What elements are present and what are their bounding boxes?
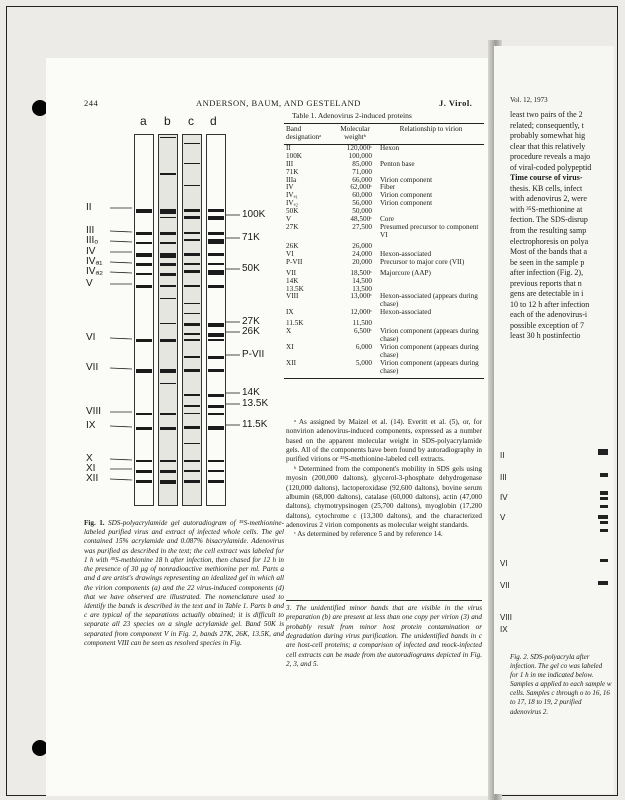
band-designation: IVₐ₁ <box>286 191 299 200</box>
text-line: after infection (Fig. 2), <box>510 268 584 278</box>
right-header: Vol. 12, 1973 <box>510 96 548 104</box>
left-band-label: IX <box>86 420 96 431</box>
molecular-weight: 27,500 <box>352 223 372 232</box>
text-line: clear that this relatively <box>510 141 586 151</box>
band-designation: IVₐ₂ <box>286 199 299 208</box>
table-row <box>284 267 484 278</box>
relationship: Virion component <box>380 199 433 208</box>
molecular-weight: 66,000 <box>352 175 372 184</box>
left-leader-line <box>110 459 132 460</box>
fig2-band <box>598 515 608 519</box>
band-designation: XII <box>286 358 296 367</box>
text-line: possible exception of 7 <box>510 320 584 330</box>
relationship: Penton base <box>380 159 415 168</box>
table-1-grid <box>284 123 484 376</box>
relationship: Hexon-associated <box>380 249 432 258</box>
molecular-weight: 50,000 <box>352 207 372 216</box>
relationship: Virion component (appears during chase) <box>380 342 479 359</box>
band-designation: 71K <box>286 167 299 176</box>
relationship: Precursor to major core (VII) <box>380 257 465 266</box>
molecular-weight: 14,500 <box>352 276 372 285</box>
left-leader-line <box>110 272 132 273</box>
text-line: least two pairs of the 2 <box>510 110 583 119</box>
fig2-band-label: VII <box>500 581 510 590</box>
fig2-band-label: VI <box>500 559 508 568</box>
left-leader-line <box>110 338 132 339</box>
table-row <box>284 293 484 309</box>
text-line: with ³⁵S-methionine at <box>510 204 583 214</box>
band-designation: 26K <box>286 241 299 250</box>
fig2-caption: Fig. 2. SDS-polyacryla after infection. The gel co was labeled for 1 h in me indicated below. Samples a applied to each sample w cells. Samples c through o to 16, 16 to 17, 18 to 19, 2 purified adenovirus 2. <box>510 653 612 716</box>
right-band-label: 100K <box>242 209 266 220</box>
fig2-gel-bands <box>500 401 608 639</box>
table-row <box>284 200 484 208</box>
text-line: probably somewhat hig <box>510 131 586 141</box>
left-band-label: V <box>86 278 93 289</box>
left-band-label: III <box>86 225 95 236</box>
table-row <box>284 224 484 240</box>
relationship: Majorcore (AAP) <box>380 268 431 277</box>
fig2-band <box>600 497 608 500</box>
right-band-label: 27K <box>242 316 260 327</box>
fig2-band-label: VIII <box>500 613 513 622</box>
band-designation: 100K <box>286 151 302 160</box>
molecular-weight: 13,500 <box>352 284 372 293</box>
table-row <box>284 259 484 267</box>
right-page <box>494 46 614 794</box>
left-band-label: XI <box>86 463 96 474</box>
left-leader-line <box>110 368 132 369</box>
fig2-band <box>600 529 608 532</box>
table-footnote: ᶜ As determined by reference 5 and by reference 14. <box>294 530 443 539</box>
table-footnote: ᵇ Determined from the component's mobility in SDS gels using myosin (200,000 daltons), glycerol-3-phosphate dehydrogenase (120,000 daltons), lactoperoxidase (92,600 daltons), bovine serum albumin (68,000 daltons), catalase (60,000 daltons), actin (47,000 daltons), chymotrypsinogen (25,700 daltons), myoglobin (17,200 daltons), cytochrome c (13,300 daltons), and the characterized adenovirus 2 virion components as molecular weight standards. <box>286 464 482 529</box>
table-row <box>284 360 484 376</box>
fig2-band-label: II <box>500 451 505 460</box>
molecular-weight: 100,000 <box>348 151 372 160</box>
relationship: Virion component (appears during chase) <box>380 358 479 375</box>
text-line: Most of the bands that a <box>510 247 588 257</box>
fig2-band-label: IV <box>500 493 508 502</box>
right-band-label: 13.5K <box>242 398 269 409</box>
text-line: be seen in the sample p <box>510 257 585 267</box>
fig2-gel <box>500 401 608 639</box>
left-band-label: II <box>86 202 92 213</box>
relationship: Virion component (appears during chase) <box>380 327 479 344</box>
text-line: least 30 h postinfectio <box>510 331 581 341</box>
figure-1-caption-continued: 3. The unidentified minor bands that are visible in the virus preparation (b) are present at less than one copy per virion (3) and probably result from minor host protein contamination or degradation during virus purification. The unidentified bands in c are host-cell proteins; a comparison of infected and mock-infected cell extracts can be made from the autoradiograms depicted in Fig. 2, 3, and 5. <box>286 604 482 669</box>
band-designation: V <box>286 215 292 224</box>
molecular-weight: 60,000 <box>352 191 372 200</box>
molecular-weight: 6,500ᶜ <box>353 327 372 336</box>
text-line: from the resulting samp <box>510 226 587 236</box>
molecular-weight: 56,000 <box>352 199 372 208</box>
page-number: 244 <box>84 98 99 108</box>
molecular-weight: 11,500 <box>352 319 372 328</box>
band-designation: 27K <box>286 223 299 232</box>
text-line: of viral-coded polypeptid <box>510 162 592 172</box>
right-band-label: 50K <box>242 263 260 274</box>
molecular-weight: 71,000 <box>352 167 372 176</box>
text-line: electrophoresis on polya <box>510 236 589 246</box>
figure-1-caption <box>84 519 284 648</box>
band-designation: X <box>286 327 292 336</box>
label-leaders <box>84 112 284 517</box>
table-1-footnotes <box>286 418 482 540</box>
band-designation: VI <box>286 249 294 258</box>
band-designation: 50K <box>286 207 299 216</box>
left-leader-line <box>110 262 132 263</box>
left-leader-line <box>110 426 132 427</box>
relationship: Hexon-associated (appears during chase) <box>380 292 478 309</box>
molecular-weight: 18,500ᶜ <box>350 268 372 277</box>
table-header-band: Band designationᵃ <box>286 125 322 141</box>
fig2-band <box>600 559 608 562</box>
relationship: Fiber <box>380 183 396 192</box>
molecular-weight: 85,000 <box>352 159 372 168</box>
table-row <box>284 309 484 317</box>
text-line: with adenovirus 2, were <box>510 194 587 204</box>
right-band-label: 14K <box>242 387 260 398</box>
relationship: Hexon <box>380 143 400 152</box>
left-band-label: VIII <box>86 406 102 417</box>
fig2-band <box>600 505 608 508</box>
right-band-label: 71K <box>242 232 260 243</box>
right-band-label: 11.5K <box>242 419 268 430</box>
band-designation: 14K <box>286 276 299 285</box>
left-leader-line <box>110 231 132 232</box>
text-line: fection. The SDS-disrup <box>510 215 588 225</box>
text-line: gens are detectable in i <box>510 289 584 299</box>
table-header-relationship: Relationship to virion <box>399 125 463 133</box>
fig2-band <box>600 473 608 477</box>
left-leader-line <box>110 479 132 480</box>
fig2-band <box>600 491 608 495</box>
relationship: Core <box>380 215 394 224</box>
molecular-weight: 62,000ᶜ <box>350 183 372 192</box>
left-band-label: IIIₒ <box>86 235 99 246</box>
left-band-label: IV <box>86 246 96 257</box>
band-designation: 13.5K <box>286 284 304 293</box>
left-band-label: XII <box>86 473 99 484</box>
lane-letter: a <box>140 114 147 128</box>
caption-rule <box>286 600 482 601</box>
band-designation: IX <box>286 308 294 317</box>
table-row <box>284 278 484 286</box>
band-designation: II <box>286 143 291 152</box>
molecular-weight: 5,000 <box>355 358 372 367</box>
figure-1 <box>84 112 284 517</box>
text-line: procedure reveals a majo <box>510 152 591 162</box>
band-designation: VIII <box>286 292 299 301</box>
band-designation: III <box>286 159 294 168</box>
text-line: previous reports that n <box>510 278 582 288</box>
molecular-weight: 12,000ᶜ <box>350 308 372 317</box>
relationship: Presumed precursor to component VI <box>380 223 479 239</box>
left-band-label: IVₐ₂ <box>86 266 104 277</box>
right-band-label: P-VII <box>242 349 265 360</box>
left-band-label: X <box>86 453 93 464</box>
molecular-weight: 20,000 <box>352 257 372 266</box>
text-line: thesis. KB cells, infect <box>510 183 583 193</box>
band-designation: IIIa <box>286 175 297 184</box>
left-leader-line <box>110 241 132 242</box>
text-line: related; consequently, t <box>510 120 584 130</box>
lane-letter: b <box>164 114 171 128</box>
caption-label: Fig. 1. <box>84 519 105 527</box>
fig2-band <box>598 581 608 585</box>
fig2-band-label: IX <box>500 625 508 634</box>
table-header-weight: Molecular weightᵇ <box>340 125 370 141</box>
caption-text: SDS-polyacrylamide gel autoradiogram of ³⁵S-methionine-labeled purified virus and extract of infected whole cells. The gel contained 15% acrylamide and 0.087% bisacrylamide. Adenovirus was purified as described in the text; the cell extract was labeled for 1 h with ³⁵S-methionine 18 h after infection, then chased for 12 h in the presence of 30 μg of nonradioactive methionine per ml. Parts a and d are artist's drawings representing an idealized gel in which all the virion components (a) and the 22 virus-induced components (d) that we have observed are illustrated. The nomenclature used to identify the bands is described in the text and in Table 1. Parts b and c are typical of the separations actually obtained; it is difficult to separate all 23 species on a single acrylamide gel. Band 50K is separated from component V in Fig. 2, bands 27K, 26K, 13.5K, and component VIII can be seen as resolved species in Fig. <box>84 519 285 647</box>
relationship: Virion component <box>380 175 433 184</box>
band-designation: XI <box>286 342 294 351</box>
left-band-label: IVₐ₁ <box>86 256 103 267</box>
molecular-weight: 120,000ᶜ <box>346 143 372 152</box>
fig2-band-label: III <box>500 473 507 482</box>
right-band-label: 26K <box>242 326 260 337</box>
molecular-weight: 48,500ᶜ <box>350 215 372 224</box>
right-subhead: Time course of virus- <box>510 173 583 183</box>
right-page-text <box>510 110 614 342</box>
text-line: 10 to 12 h after infection <box>510 299 590 309</box>
molecular-weight: 24,000 <box>352 249 372 258</box>
table-row <box>284 328 484 344</box>
fig2-band <box>600 521 608 524</box>
table-1-title: Table 1. Adenovirus 2-induced proteins <box>292 111 412 120</box>
molecular-weight: 13,000ᶜ <box>350 292 372 301</box>
fig2-band-label: V <box>500 513 506 522</box>
relationship <box>378 278 484 286</box>
table-row <box>284 161 484 169</box>
lane-letter: d <box>210 114 217 128</box>
molecular-weight: 26,000 <box>352 241 372 250</box>
table-footnote: ᵃ As assigned by Maizel et al. (14). Everitt et al. (5), or, for nonvirion adenovirus-induced components, expressed as a number based on the apparent molecular weight in SDS-polyacrylamide gels. All of the components have been found by autoradiography in purified virions or ³⁵S-methionine-labeled cell extracts. <box>286 418 482 464</box>
band-designation: 11.5K <box>286 319 304 328</box>
band-designation: P-VII <box>286 257 303 266</box>
left-band-label: VI <box>86 332 96 343</box>
band-designation: VII <box>286 268 296 277</box>
running-head: ANDERSON, BAUM, AND GESTELAND <box>196 98 361 108</box>
lane-letter: c <box>188 114 194 128</box>
table-row <box>284 344 484 360</box>
band-designation: IV <box>286 183 294 192</box>
relationship: Hexon-associated <box>380 308 432 317</box>
table-row <box>284 144 484 152</box>
table-1 <box>284 123 484 379</box>
relationship: Virion component <box>380 191 433 200</box>
molecular-weight: 6,000 <box>355 342 372 351</box>
fig2-band <box>598 449 608 455</box>
left-band-label: VII <box>86 362 99 373</box>
text-line: each of the adenovirus-i <box>510 310 588 320</box>
journal-abbrev: J. Virol. <box>439 98 473 108</box>
